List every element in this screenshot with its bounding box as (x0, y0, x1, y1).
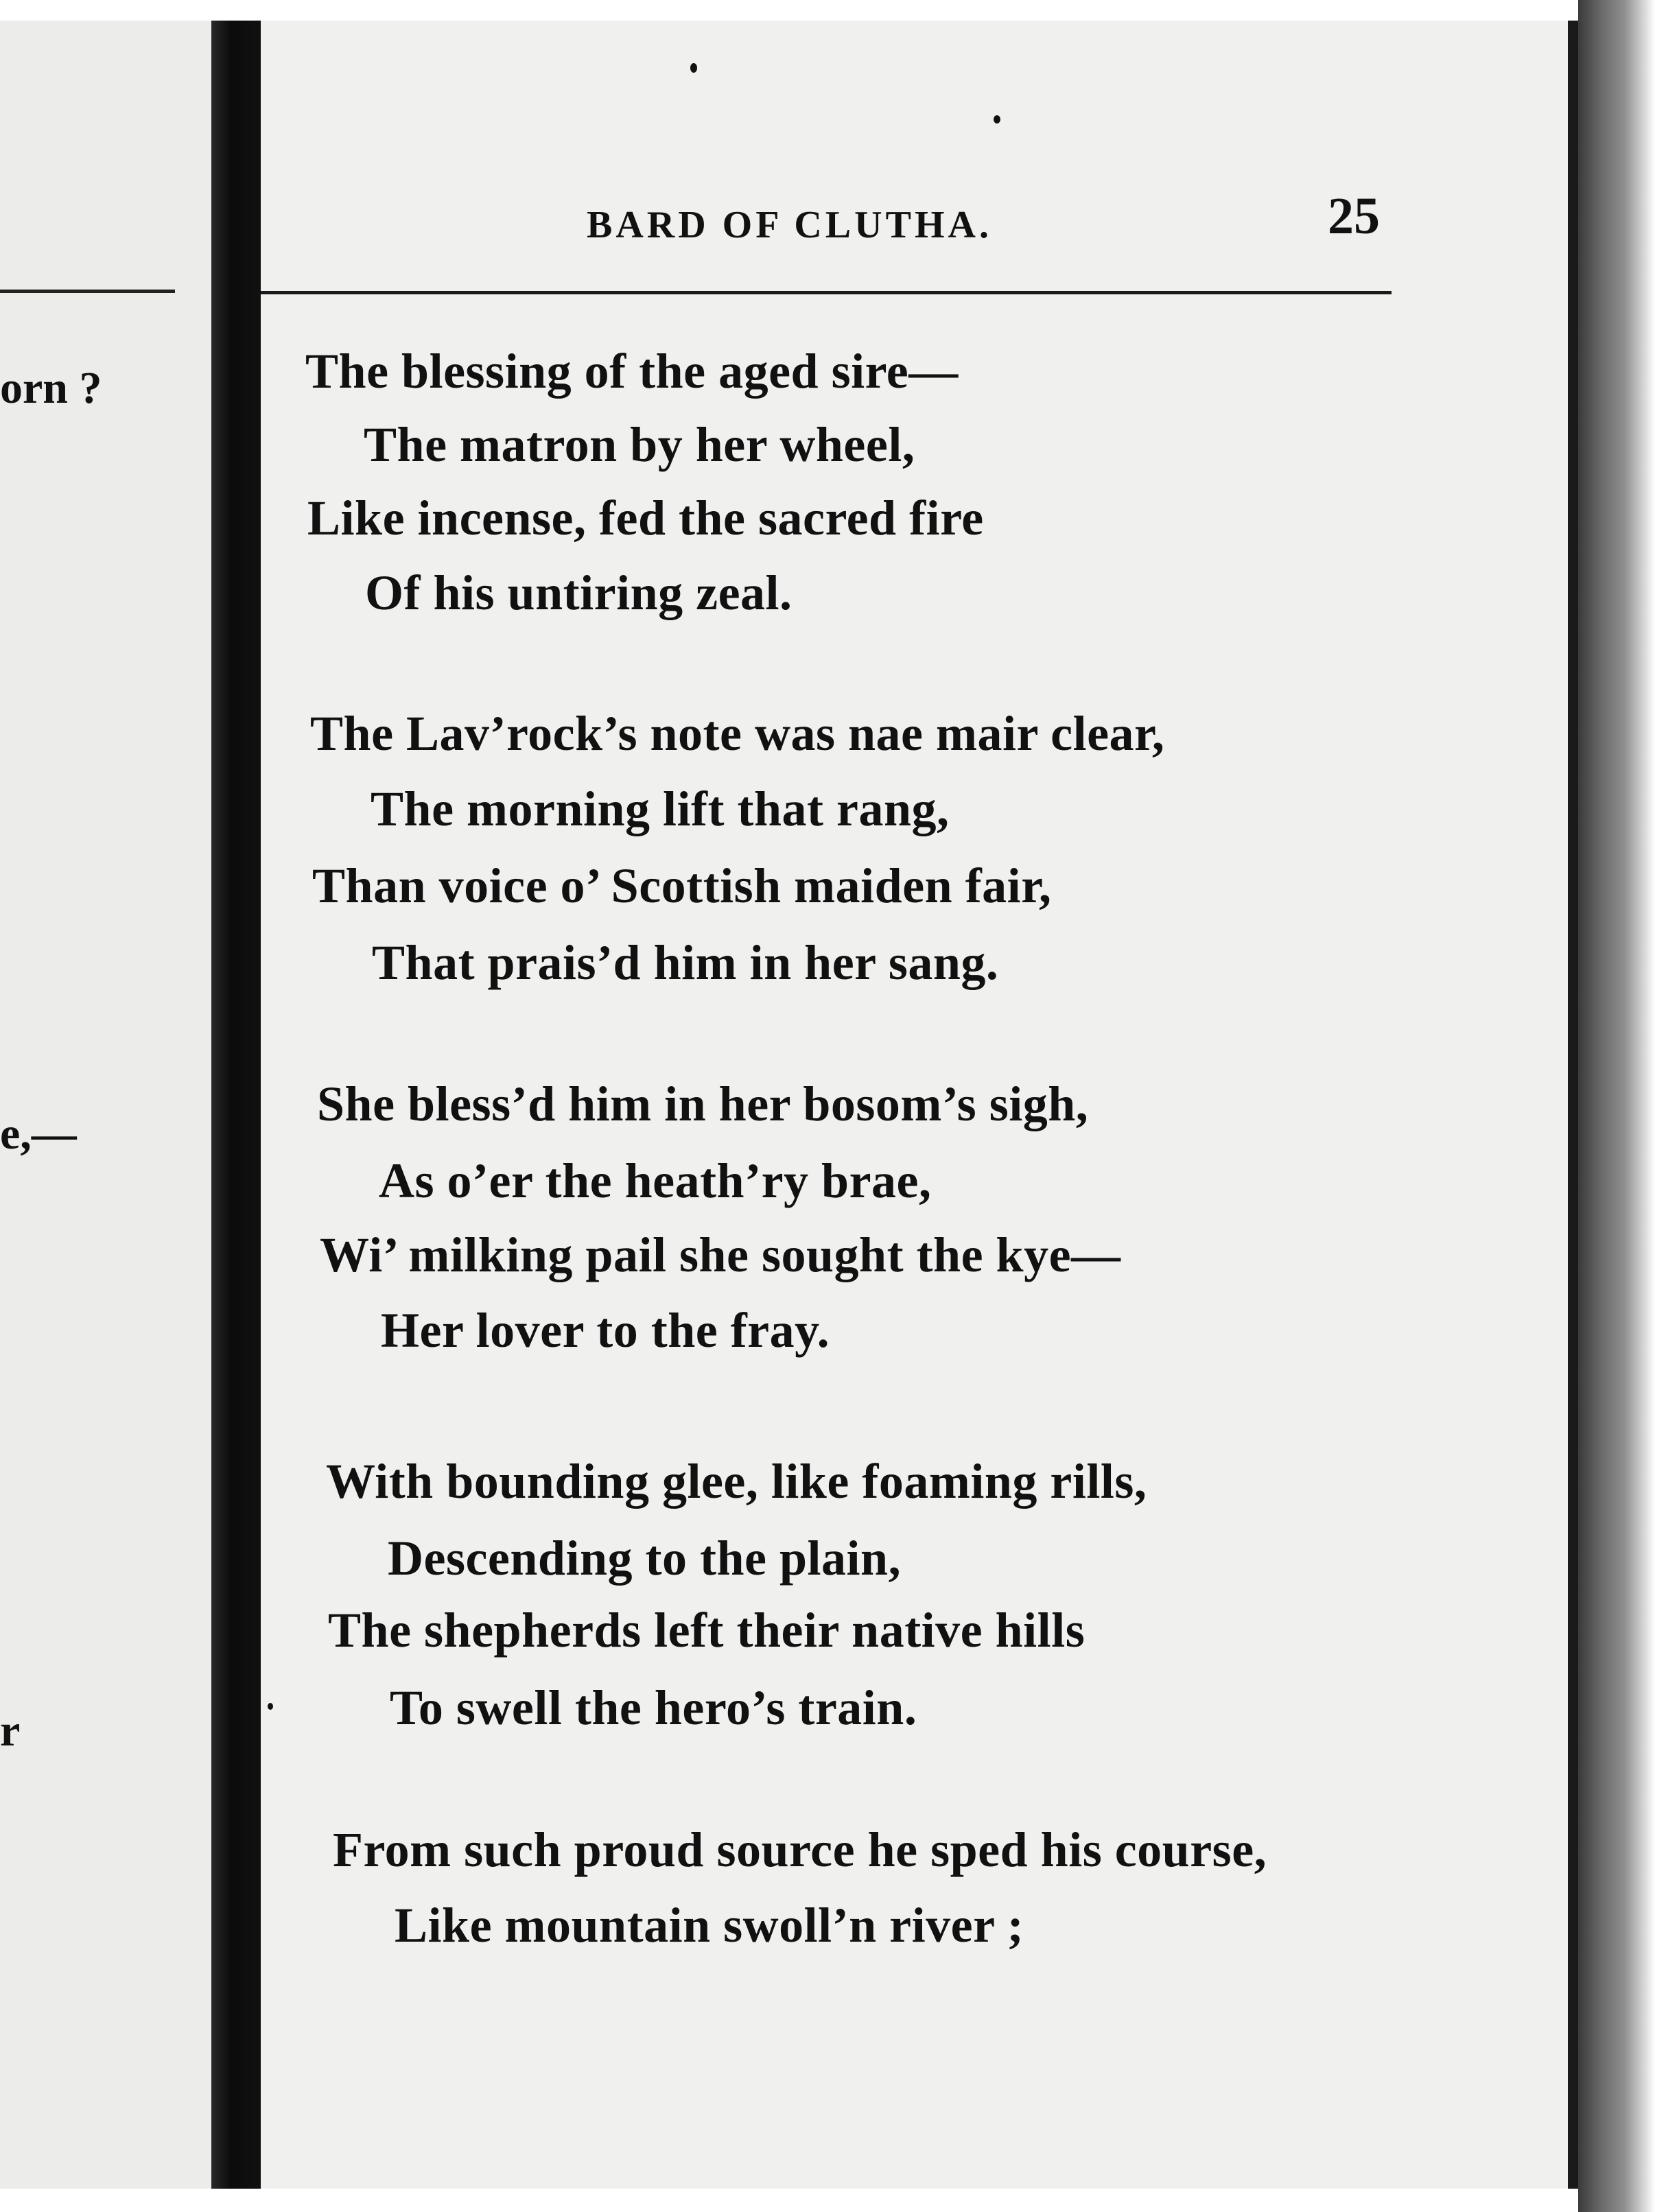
facing-page-fragment: orn ? (0, 363, 102, 413)
scan-border-top (0, 0, 1655, 21)
book-edge (1578, 0, 1655, 2212)
verse-line: Like incense, fed the sacred fire (307, 491, 984, 545)
verse-line: Her lover to the fray. (381, 1303, 830, 1358)
verse-line: Of his untiring zeal. (365, 565, 793, 620)
verse-line: The shepherds left their native hills (328, 1603, 1085, 1658)
verse-line: Than voice o’ Scottish maiden fair, (312, 858, 1052, 913)
facing-page-fragment: e,— (0, 1109, 77, 1159)
verse-line: From such proud source he sped his course, (333, 1822, 1267, 1877)
ink-speck (994, 115, 1000, 123)
facing-page-rule (0, 290, 175, 293)
verse-line: The Lav’rock’s note was nae mair clear, (310, 706, 1165, 761)
verse-line: The morning lift that rang, (371, 781, 950, 836)
verse-line: With bounding glee, like foaming rills, (326, 1454, 1147, 1509)
ink-speck (690, 63, 697, 73)
verse-line: To swell the hero’s train. (390, 1680, 917, 1735)
verse-line: Descending to the plain, (388, 1531, 902, 1586)
book-gutter (211, 21, 261, 2189)
verse-line: The blessing of the aged sire— (305, 344, 959, 399)
verse-line: She bless’d him in her bosom’s sigh, (317, 1076, 1089, 1131)
running-head: BARD OF CLUTHA. (587, 204, 992, 246)
verse-line: Wi’ milking pail she sought the kye— (320, 1227, 1121, 1282)
verse-line: That prais’d him in her sang. (372, 935, 999, 990)
ink-speck (268, 1703, 273, 1710)
verse-line: Like mountain swoll’n river ; (395, 1898, 1024, 1953)
facing-page (0, 21, 211, 2189)
verse-line: As o’er the heath’ry brae, (379, 1153, 932, 1208)
page-number: 25 (1328, 187, 1380, 245)
scan-border-bottom (0, 2189, 1655, 2212)
facing-page-fragment: r (0, 1706, 21, 1756)
verse-line: The matron by her wheel, (364, 417, 915, 472)
header-rule (261, 291, 1392, 294)
